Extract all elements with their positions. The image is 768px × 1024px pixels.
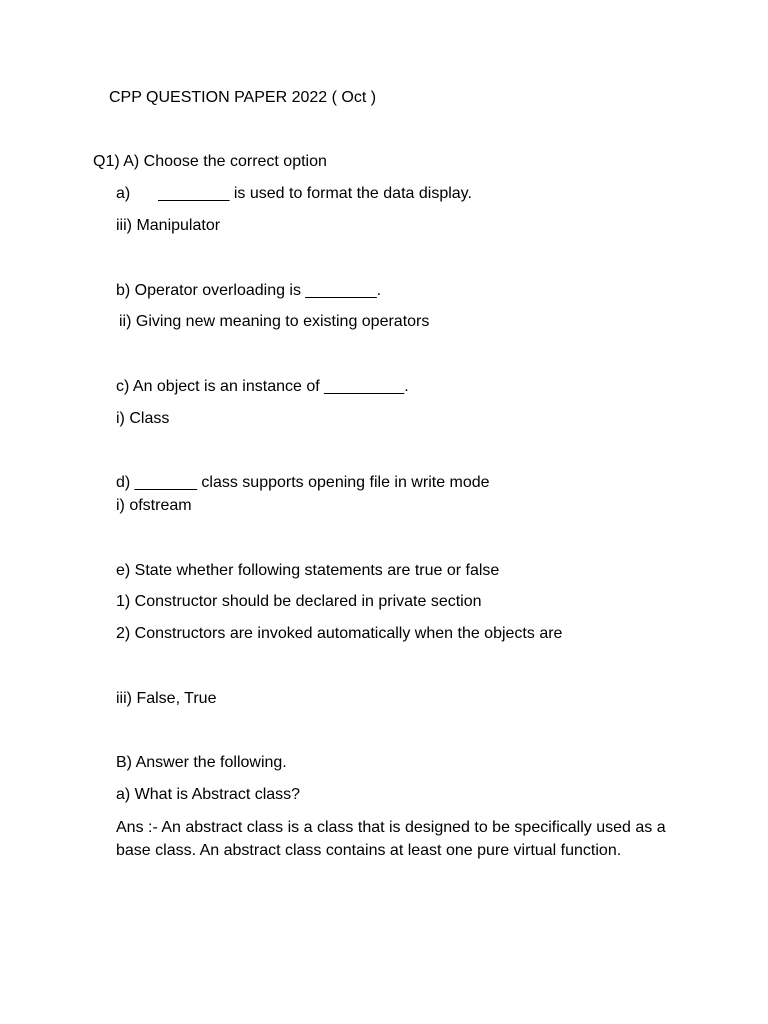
question-e-answer: iii) False, True	[116, 690, 217, 707]
page-title: CPP QUESTION PAPER 2022 ( Oct )	[109, 89, 377, 106]
section-b-heading: B) Answer the following.	[116, 754, 287, 771]
question-a-text: ________ is used to format the data display.	[158, 185, 472, 202]
question-a-answer: iii) Manipulator	[116, 217, 221, 234]
q1-heading: Q1) A) Choose the correct option	[93, 153, 327, 170]
question-d-prompt: d) _______ class supports opening file in write mode	[116, 474, 490, 491]
question-e-statement-2: 2) Constructors are invoked automatically when the objects are	[116, 625, 563, 642]
question-c-prompt: c) An object is an instance of _________.	[116, 378, 409, 395]
question-d-answer: i) ofstream	[116, 497, 192, 514]
section-b-question: a) What is Abstract class?	[116, 786, 301, 803]
question-a-label: a)	[116, 185, 131, 202]
section-b-answer: Ans :- An abstract class is a class that is designed to be specifically used as a base class. An abstract class contains at least one pure virtual function.	[116, 819, 666, 859]
question-e-prompt: e) State whether following statements are true or false	[116, 562, 500, 579]
question-b-answer: ii) Giving new meaning to existing operators	[119, 313, 430, 330]
question-a-prompt	[116, 183, 472, 205]
question-c-answer: i) Class	[116, 410, 170, 427]
question-b-prompt: b) Operator overloading is ________.	[116, 282, 382, 299]
question-e-statement-1: 1) Constructor should be declared in private section	[116, 593, 482, 610]
